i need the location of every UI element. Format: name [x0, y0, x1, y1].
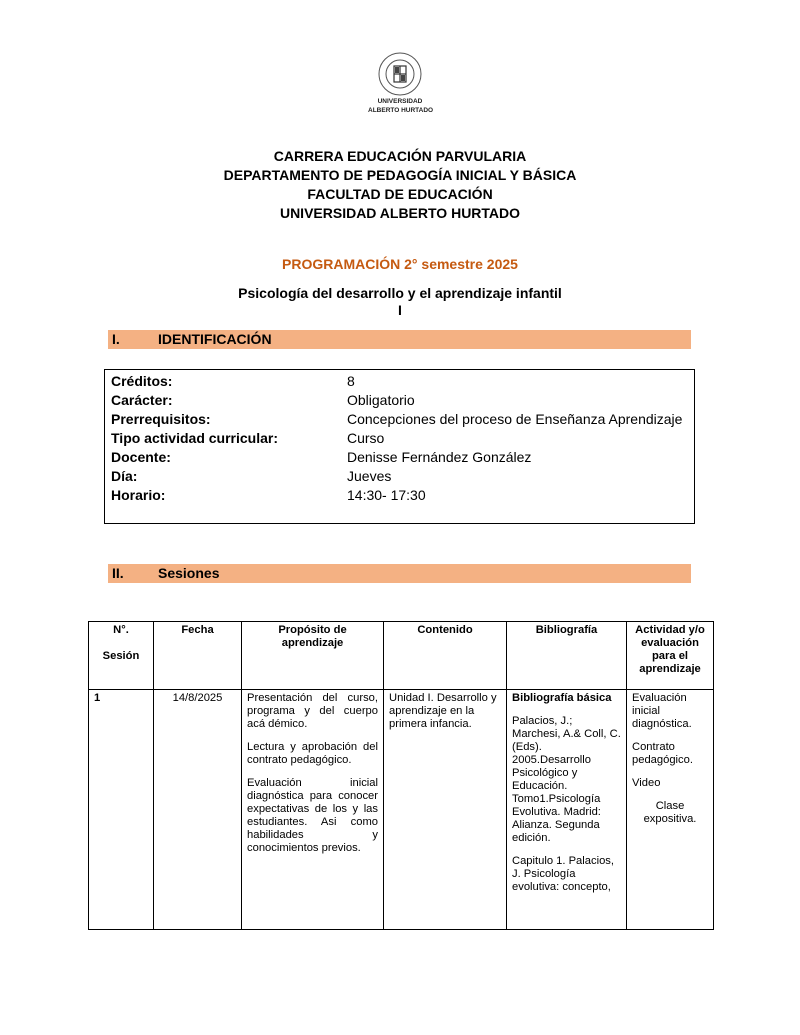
id-value: Obligatorio [347, 392, 415, 408]
university-seal-icon [378, 52, 422, 96]
actividad-paragraph: Contrato pedagógico. [632, 741, 693, 766]
logo-line-1: UNIVERSIDAD [377, 98, 423, 105]
section-title: IDENTIFICACIÓN [158, 331, 272, 347]
id-label: Prerrequisitos: [111, 411, 211, 427]
bibliografia-paragraph: Capitulo 1. Palacios, J. Psicología evolutiva: concepto, [512, 855, 614, 893]
col-header-contenido: Contenido [384, 622, 507, 690]
col-header-sesion-label: Sesión [102, 650, 140, 662]
section-title: Sesiones [158, 565, 220, 581]
table-header-row [89, 622, 714, 690]
logo-line-2: ALBERTO HURTADO [368, 107, 434, 114]
id-row-horario [111, 486, 691, 505]
id-label: Horario: [111, 487, 166, 503]
proposito-paragraph: Presentación del curso, programa y del cuerpo acá démico. [247, 692, 378, 730]
id-row-dia [111, 467, 691, 486]
id-row-creditos [111, 372, 691, 391]
program-title: PROGRAMACIÓN 2° semestre 2025 [282, 256, 518, 272]
proposito-paragraph: Evaluación inicial diagnóstica para conocer expectativas de los y las estudiantes. Asi como habilidades y conocimientos previos. [247, 777, 378, 854]
id-value: Curso [347, 430, 385, 446]
cell-actividad [627, 690, 714, 930]
id-row-docente [111, 448, 691, 467]
col-header-actividad: Actividad y/o evaluación para el aprendizaje [627, 622, 714, 690]
col-header-num: N°. [113, 624, 129, 636]
heading-line-career: CARRERA EDUCACIÓN PARVULARIA [273, 148, 527, 164]
section-identificacion-header [108, 330, 691, 349]
heading-line-department: DEPARTAMENTO DE PEDAGOGÍA INICIAL Y BÁSICA [223, 167, 577, 183]
id-value: 14:30- 17:30 [347, 487, 426, 503]
identification-box [104, 369, 695, 524]
table-row [89, 690, 714, 930]
course-title-line-1: Psicología del desarrollo y el aprendizaje infantil [238, 285, 562, 301]
heading-line-university: UNIVERSIDAD ALBERTO HURTADO [279, 205, 521, 221]
institution-heading [0, 147, 800, 223]
actividad-paragraph: Clase expositiva. [643, 800, 697, 825]
col-header-bibliografia: Bibliografía [507, 622, 627, 690]
id-label: Tipo actividad curricular: [111, 430, 279, 446]
section-number: I. [112, 331, 120, 347]
id-value: Denisse Fernández González [347, 449, 532, 465]
id-value: 8 [347, 373, 355, 389]
id-row-tipo-actividad [111, 429, 691, 448]
bibliografia-paragraph: Palacios, J.; Marchesi, A.& Coll, C. (Eds). 2005.Desarrollo Psicológico y Educación. Tomo1.Psicología Evolutiva. Madrid: Alianza. Segunda edición. [512, 715, 621, 844]
actividad-paragraph: Video [632, 777, 661, 789]
section-number: II. [112, 565, 124, 581]
cell-fecha: 14/8/2025 [154, 690, 242, 930]
university-logo [368, 52, 432, 114]
course-title-line-2: I [398, 302, 402, 318]
section-sesiones-header [108, 564, 691, 583]
id-value: Jueves [347, 468, 392, 484]
cell-bibliografia [507, 690, 627, 930]
cell-session-number: 1 [89, 690, 154, 930]
sessions-table [88, 621, 714, 930]
col-header-proposito: Propósito de aprendizaje [242, 622, 384, 690]
actividad-paragraph: Evaluación inicial diagnóstica. [632, 692, 692, 730]
course-title [0, 285, 800, 319]
col-header-sesion [89, 622, 154, 690]
proposito-paragraph: Lectura y aprobación del contrato pedagógico. [247, 741, 378, 766]
heading-line-faculty: FACULTAD DE EDUCACIÓN [307, 186, 493, 202]
id-label: Docente: [111, 449, 171, 465]
id-label: Carácter: [111, 392, 173, 408]
bibliografia-heading: Bibliografía básica [512, 692, 612, 704]
id-row-prerrequisitos [111, 410, 691, 429]
id-row-caracter [111, 391, 691, 410]
cell-proposito [242, 690, 384, 930]
cell-contenido [384, 690, 507, 930]
id-label: Día: [111, 468, 138, 484]
id-value: Concepciones del proceso de Enseñanza Aprendizaje [347, 411, 683, 427]
id-label: Créditos: [111, 373, 173, 389]
contenido-paragraph: Unidad I. Desarrollo y aprendizaje en la primera infancia. [389, 692, 497, 730]
col-header-fecha: Fecha [154, 622, 242, 690]
